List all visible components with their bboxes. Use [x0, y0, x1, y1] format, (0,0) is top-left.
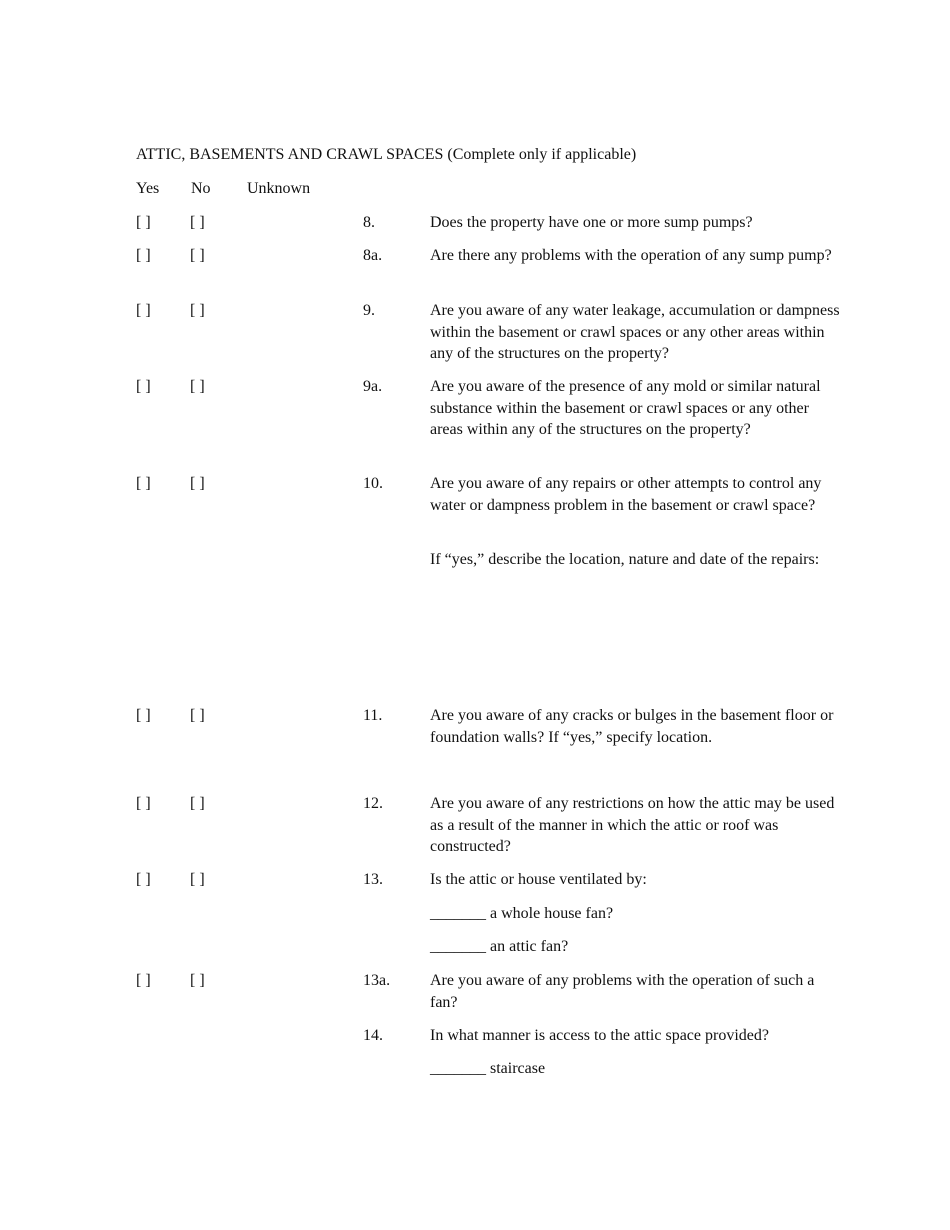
yes-checkbox[interactable]: [ ]	[136, 247, 151, 264]
question-text: In what manner is access to the attic space provided?	[430, 1027, 769, 1044]
option-label: a whole house fan?	[490, 905, 614, 922]
yes-checkbox[interactable]: [ ]	[136, 795, 151, 812]
option-attic-fan[interactable]	[430, 936, 845, 958]
no-checkbox[interactable]: [ ]	[190, 871, 205, 888]
question-text: Does the property have one or more sump pumps?	[430, 214, 753, 231]
yes-checkbox[interactable]: [ ]	[136, 972, 151, 989]
question-text: Are you aware of the presence of any mold or similar natural substance within the basement or crawl spaces or any other areas within any of the structures on the property?	[430, 378, 821, 438]
yes-checkbox[interactable]: [ ]	[136, 214, 151, 231]
answer-blank[interactable]: _______	[430, 938, 486, 955]
yes-checkbox[interactable]: [ ]	[136, 707, 151, 724]
option-whole-house-fan[interactable]	[430, 903, 845, 925]
header-unknown: Unknown	[247, 180, 311, 197]
no-checkbox[interactable]: [ ]	[190, 475, 205, 492]
no-checkbox[interactable]: [ ]	[190, 707, 205, 724]
question-text: Are you aware of any restrictions on how the attic may be used as a result of the manner in which the attic or roof was constructed?	[430, 795, 835, 855]
yes-checkbox[interactable]: [ ]	[136, 378, 151, 395]
question-number: 13.	[363, 871, 383, 888]
no-checkbox[interactable]: [ ]	[190, 378, 205, 395]
question-text: Are there any problems with the operation of any sump pump?	[430, 247, 832, 264]
question-number: 9.	[363, 302, 375, 319]
no-checkbox[interactable]: [ ]	[190, 302, 205, 319]
no-checkbox[interactable]: [ ]	[190, 214, 205, 231]
question-number: 11.	[363, 707, 383, 724]
followup-prompt: If “yes,” describe the location, nature and date of the repairs:	[430, 551, 820, 568]
question-number: 10.	[363, 475, 383, 492]
question-number: 8a.	[363, 247, 383, 264]
section-title: ATTIC, BASEMENTS AND CRAWL SPACES (Complete only if applicable)	[136, 146, 637, 163]
question-number: 13a.	[363, 972, 391, 989]
no-checkbox[interactable]: [ ]	[190, 972, 205, 989]
question-text: Are you aware of any repairs or other attempts to control any water or dampness problem in the basement or crawl space?	[430, 475, 822, 514]
answer-blank[interactable]: _______	[430, 1060, 486, 1077]
yes-checkbox[interactable]: [ ]	[136, 302, 151, 319]
question-text: Are you aware of any cracks or bulges in the basement floor or foundation walls? If “yes,” specify location.	[430, 707, 834, 746]
option-label: an attic fan?	[490, 938, 569, 955]
question-number: 12.	[363, 795, 383, 812]
no-checkbox[interactable]: [ ]	[190, 247, 205, 264]
option-label: staircase	[490, 1060, 546, 1077]
answer-blank[interactable]: _______	[430, 905, 486, 922]
question-text: Are you aware of any water leakage, accumulation or dampness within the basement or crawl spaces or any other areas within any of the structures on the property?	[430, 302, 840, 362]
header-yes: Yes	[136, 180, 160, 197]
question-number: 8.	[363, 214, 375, 231]
question-text: Is the attic or house ventilated by:	[430, 871, 647, 888]
option-staircase[interactable]	[430, 1058, 845, 1080]
header-no: No	[191, 180, 211, 197]
no-checkbox[interactable]: [ ]	[190, 795, 205, 812]
question-number: 9a.	[363, 378, 383, 395]
question-text: Are you aware of any problems with the operation of such a fan?	[430, 972, 815, 1011]
question-number: 14.	[363, 1027, 383, 1044]
yes-checkbox[interactable]: [ ]	[136, 871, 151, 888]
yes-checkbox[interactable]: [ ]	[136, 475, 151, 492]
